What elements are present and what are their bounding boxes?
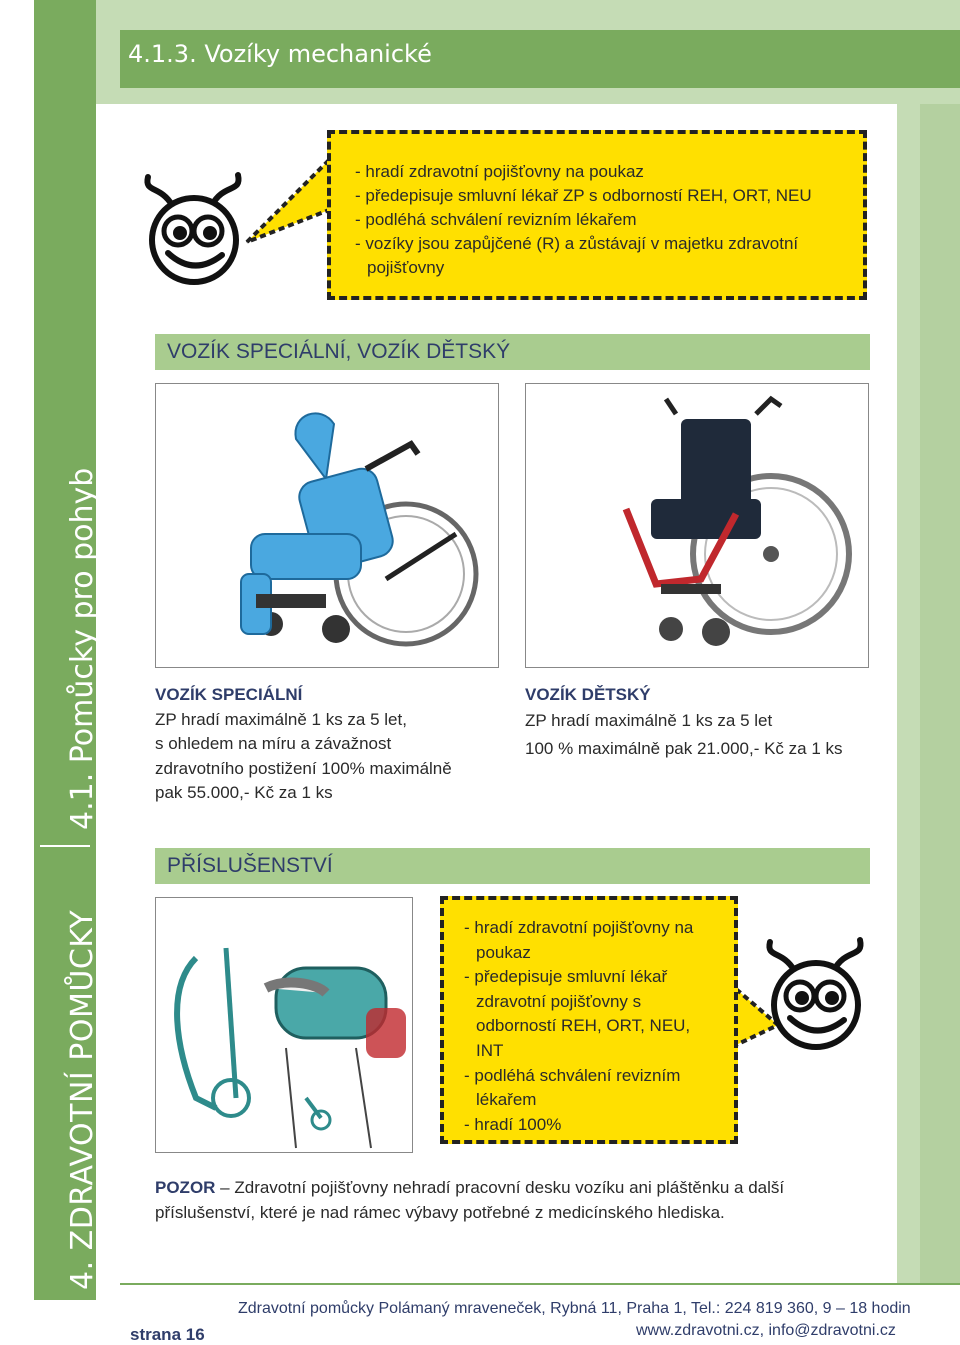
side-divider: [40, 845, 90, 847]
page-margin: [0, 0, 34, 1300]
note-item: - předepisuje smluvní lékař zdravotní pojišťovny s odborností REH, ORT, NEU, INT: [464, 967, 691, 1060]
accessories-image: [156, 898, 413, 1153]
note-item: - hradí zdravotní pojišťovny na poukaz: [355, 162, 644, 181]
bottom-line: [120, 1283, 960, 1285]
right-strip-inner: [920, 104, 960, 1284]
page-number: strana 16: [130, 1325, 205, 1344]
child-wheelchair-image: [526, 384, 869, 668]
note-item: - podléhá schválení revizním lékařem: [355, 210, 637, 229]
child-wheelchair-caption: [525, 683, 875, 763]
page-title: 4.1.3. Vozíky mechanické: [128, 40, 432, 68]
section-header-wheelchairs: VOZÍK SPECIÁLNÍ, VOZÍK DĚTSKÝ: [155, 334, 870, 370]
insurance-note: [327, 130, 867, 300]
note-item: - hradí 100%: [464, 1114, 562, 1134]
speech-pointer: [245, 150, 335, 250]
special-wheelchair-photo: [155, 383, 499, 668]
child-wheelchair-photo: [525, 383, 869, 668]
caption-line: zdravotního postižení 100% maximálně: [155, 758, 452, 778]
note-item: - hradí zdravotní pojišťovny na poukaz: [464, 918, 694, 962]
footer-contact: www.zdravotni.cz, info@zdravotni.cz: [636, 1322, 896, 1339]
warning-text: – Zdravotní pojišťovny nehradí pracovní desku vozíku ani pláštěnku a další příslušenství, které je nad rámec výbavy potřebné z medicínského hlediska.: [155, 1178, 785, 1222]
caption-line: s ohledem na míru a závažnost: [155, 734, 392, 753]
special-wheelchair-title: VOZÍK SPECIÁLNÍ: [155, 685, 303, 704]
note-item: - vozíky jsou zapůjčené (R) a zůstávají v majetku zdravotní pojišťovny: [355, 234, 799, 277]
chapter-label: 4. ZDRAVOTNÍ POMŮCKY: [65, 909, 100, 1290]
caption-line: pak 55.000,- Kč za 1 ks: [155, 783, 333, 802]
special-wheelchair-caption: [155, 683, 515, 806]
caption-line: ZP hradí maximálně 1 ks za 5 let,: [155, 709, 407, 729]
accessories-note: [440, 896, 738, 1144]
accessories-photo: [155, 897, 413, 1153]
note-item: - předepisuje smluvní lékař ZP s odborností REH, ORT, NEU: [355, 186, 812, 205]
warning-label: POZOR: [155, 1178, 216, 1197]
note-item: - podléhá schválení revizním lékařem: [464, 1065, 681, 1110]
section-label: 4.1. Pomůcky pro pohyb: [65, 467, 100, 830]
ant-mascot-icon: [142, 165, 250, 290]
child-wheelchair-title: VOZÍK DĚTSKÝ: [525, 685, 651, 704]
ant-mascot-icon: [762, 930, 872, 1055]
caption-line: ZP hradí maximálně 1 ks za 5 let: [525, 711, 773, 730]
warning-paragraph: [155, 1175, 875, 1225]
caption-line: 100 % maximálně pak 21.000,- Kč za 1 ks: [525, 739, 843, 758]
special-wheelchair-image: [156, 384, 499, 668]
footer-address: Zdravotní pomůcky Polámaný mraveneček, Rybná 11, Praha 1, Tel.: 224 819 360, 9 – 18 hodin: [238, 1300, 911, 1317]
section-header-accessories: PŘÍSLUŠENSTVÍ: [155, 848, 870, 884]
